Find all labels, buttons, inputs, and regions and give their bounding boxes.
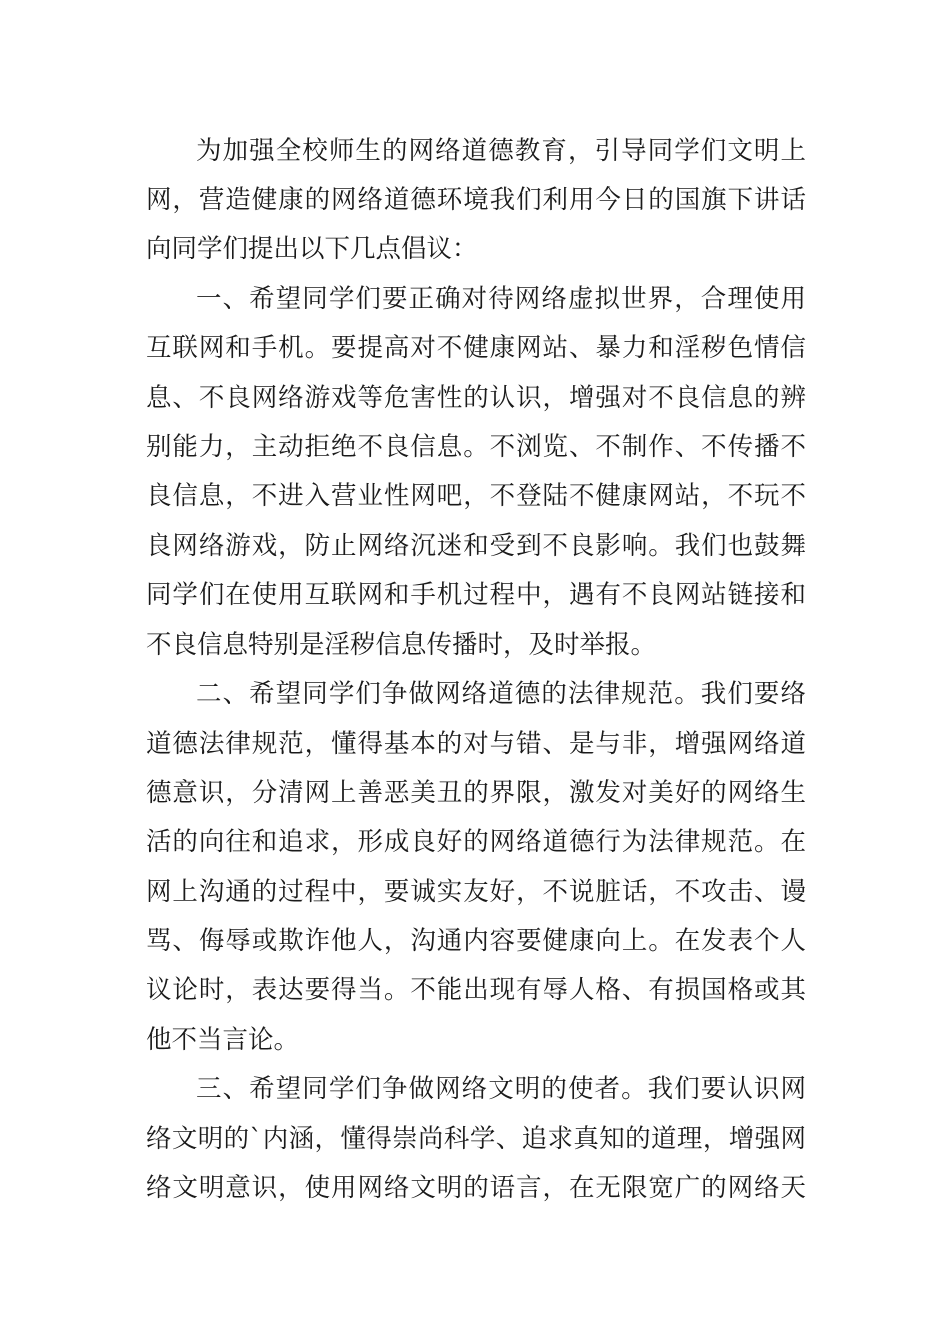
paragraph-3-line-4: 活的向往和追求，形成良好的网络道德行为法律规范。在 [146, 827, 806, 857]
paragraph-2-line-3: 息、不良网络游戏等危害性的认识，增强对不良信息的辨 [146, 383, 806, 413]
paragraph-1-line-1: 为加强全校师生的网络道德教育，引导同学们文明上 [196, 136, 806, 166]
paragraph-3-line-5: 网上沟通的过程中，要诚实友好，不说脏话，不攻击、谩 [146, 877, 806, 907]
paragraph-3-line-1: 二、希望同学们争做网络道德的法律规范。我们要络 [196, 679, 806, 709]
paragraph-3-line-7: 议论时，表达要得当。不能出现有辱人格、有损国格或其 [146, 975, 806, 1005]
paragraph-4-line-3: 络文明意识，使用网络文明的语言，在无限宽广的网络天 [146, 1173, 806, 1203]
paragraph-3-line-3: 德意识，分清网上善恶美丑的界限，激发对美好的网络生 [146, 778, 806, 808]
paragraph-3-line-2: 道德法律规范，懂得基本的对与错、是与非，增强网络道 [146, 729, 806, 759]
paragraph-2-line-5: 良信息，不进入营业性网吧，不登陆不健康网站，不玩不 [146, 481, 806, 511]
paragraph-2-line-8: 不良信息特别是淫秽信息传播时，及时举报。 [146, 630, 657, 660]
paragraph-4-line-2: 络文明的`内涵，懂得崇尚科学、追求真知的道理，增强网 [146, 1124, 806, 1154]
paragraph-1-line-2: 网，营造健康的网络道德环境我们利用今日的国旗下讲话 [146, 185, 806, 215]
paragraph-2-line-1: 一、希望同学们要正确对待网络虚拟世界，合理使用 [196, 284, 806, 314]
paragraph-3-line-6: 骂、侮辱或欺诈他人，沟通内容要健康向上。在发表个人 [146, 926, 806, 956]
paragraph-2-line-7: 同学们在使用互联网和手机过程中，遇有不良网站链接和 [146, 580, 806, 610]
paragraph-3-line-8: 他不当言论。 [146, 1025, 300, 1055]
paragraph-4-line-1: 三、希望同学们争做网络文明的使者。我们要认识网 [196, 1074, 806, 1104]
paragraph-2-line-6: 良网络游戏，防止网络沉迷和受到不良影响。我们也鼓舞 [146, 531, 806, 561]
paragraph-2-line-4: 别能力，主动拒绝不良信息。不浏览、不制作、不传播不 [146, 432, 806, 462]
paragraph-1-line-3: 向同学们提出以下几点倡议： [146, 234, 478, 264]
paragraph-2-line-2: 互联网和手机。要提高对不健康网站、暴力和淫秽色情信 [146, 333, 806, 363]
